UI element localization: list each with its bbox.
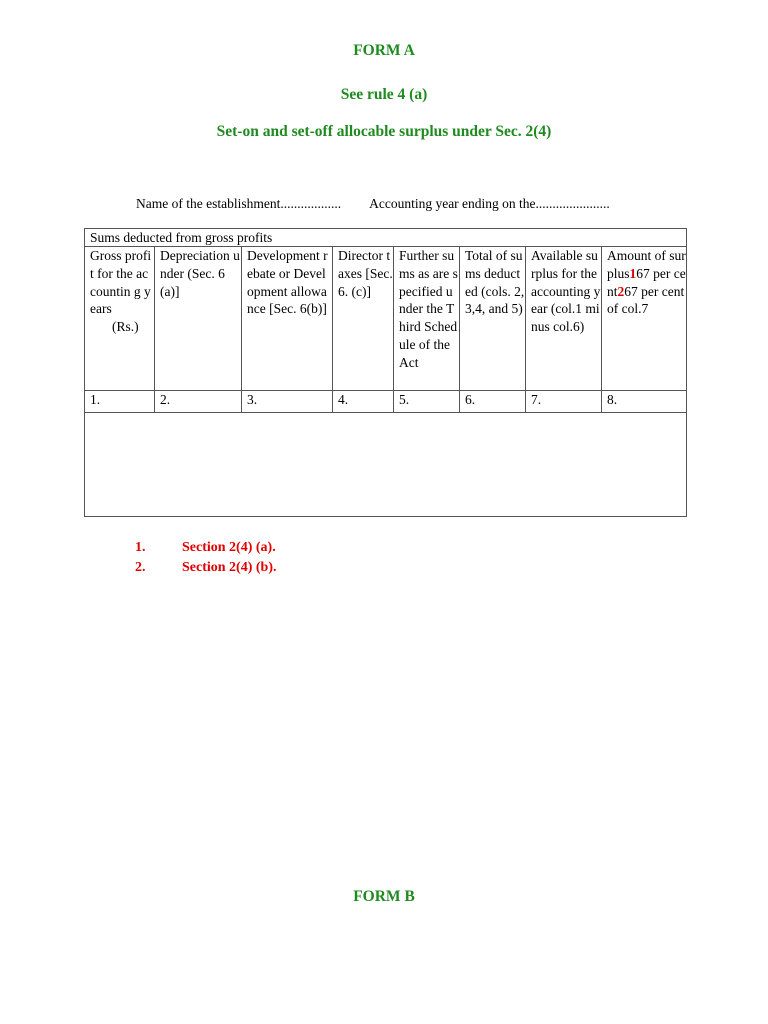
establishment-line <box>136 196 610 212</box>
footnote-ref-2: 2 <box>617 283 625 299</box>
col-development-header: Development rebate or Development allowance [Sec. 6(b)] <box>242 247 333 391</box>
accounting-year-label: Accounting year ending on the...................... <box>369 196 610 211</box>
rule-reference: See rule 4 (a) <box>340 86 428 103</box>
col-number: 4. <box>333 391 394 413</box>
footnote-number: 2. <box>135 560 146 575</box>
footnote-text: Section 2(4) (a). <box>182 540 276 555</box>
footnote-item <box>135 558 277 578</box>
col-depreciation-header: Depreciation under (Sec. 6(a)] <box>155 247 242 391</box>
column-header-row <box>85 247 687 391</box>
column-number-row <box>85 391 687 413</box>
col-number: 7. <box>526 391 602 413</box>
col-further-sums-header: Further sums as are specified under the Third Schedule of the Act <box>394 247 460 391</box>
blank-entry-row <box>85 413 687 517</box>
col-director-taxes-header: Director taxes [Sec. 6. (c)] <box>333 247 394 391</box>
amount-surplus-post: 67 per cent of col.7 <box>607 283 685 317</box>
col-gross-profit-header <box>85 247 155 391</box>
footnotes <box>135 538 277 578</box>
footnote-number: 1. <box>135 540 146 555</box>
col-number: 3. <box>242 391 333 413</box>
col-number: 6. <box>460 391 526 413</box>
footnote-text: Section 2(4) (b). <box>182 560 277 575</box>
surplus-table <box>84 228 687 517</box>
col-number: 5. <box>394 391 460 413</box>
col-number: 8. <box>602 391 687 413</box>
footnote-item <box>135 538 277 558</box>
amount-surplus-mid: 67 per cent <box>607 265 686 299</box>
form-a-heading: FORM A <box>353 42 415 59</box>
form-title: Set-on and set-off allocable surplus under Sec. 2(4) <box>216 123 552 140</box>
col-gross-profit-text: Gross profit for the accountin g years <box>90 248 152 317</box>
col-amount-surplus-header <box>602 247 687 391</box>
group-header-cell: Sums deducted from gross profits <box>85 229 687 247</box>
col-gross-profit-unit: (Rs.) <box>112 319 139 335</box>
col-total-deducted-header: Total of sums deducted (cols. 2,3,4, and 5) <box>460 247 526 391</box>
blank-entry-cell <box>85 413 687 517</box>
col-available-surplus-header: Available surplus for the accounting year (col.1 minus col.6) <box>526 247 602 391</box>
col-number: 2. <box>155 391 242 413</box>
establishment-name-label: Name of the establishment.................. <box>136 196 342 211</box>
form-b-heading: FORM B <box>353 888 415 905</box>
amount-surplus-pre: Amount of surplus <box>607 248 686 281</box>
col-number: 1. <box>85 391 155 413</box>
footnote-ref-1: 1 <box>629 265 637 281</box>
